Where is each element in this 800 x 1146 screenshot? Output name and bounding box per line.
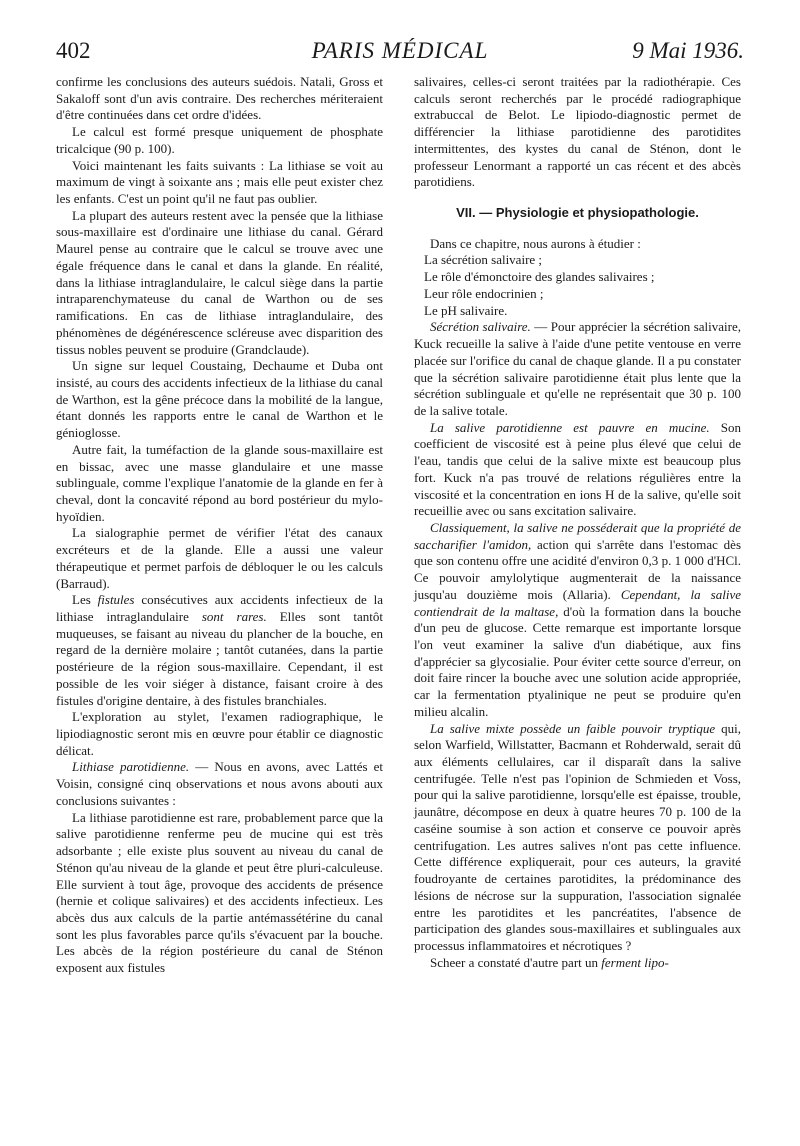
paragraph <box>414 721 741 955</box>
paragraph: La plupart des auteurs restent avec la pensée que la lithiase sous-maxillaire est d'ordinaire une lithiase du canal. Gérard Maurel pense au contraire que le calcul se trouve avec une égale fréquence dans le canal et dans la glande. En réalité, dans la lithiase intraglandulaire, le calcul siège dans la partie intraparenchymateuse du canal de Warthon ou de ses ramifications. En cas de lithiase intraglandulaire, des phénomènes de dégénérescence scléreuse avec disparition des tissus nobles peuvent se produire (Grandclaude). <box>56 207 383 357</box>
emphasis: La salive parotidienne est pauvre en mucine. <box>430 419 710 435</box>
emphasis: sont rares. <box>201 609 267 624</box>
text-run: Son coefficient de viscosité est à peine plus élevé que celui de l'eau, tandis que celui de la salive mixte est beaucoup plus fort. Kuck n'a pas trouvé de relations régulières entre la viscosité et la concentration en ions H de la salive, qu'elle soit recueillie avec ou sans excitation salivaire. <box>414 419 741 519</box>
paragraph: La lithiase parotidienne est rare, probablement parce que la salive parotidienne renferme peu de mucine qui est très adsorbante ; elle existe plus souvent au niveau du canal de Sténon qu'au niveau de la glande et peut être pluri-calculeuse. Elle survient à tout âge, provoque des accidents de présence (hernie et colique salivaires) et des accidents infectieux. Les abcès dus aux calculs de la partie antémassétérine du canal sont les plus favorables parce qu'ils s'évacuent par la bouche. Les abcès de la région postérieure du canal de Sténon exposent aux fistules <box>56 809 383 976</box>
paragraph: Un signe sur lequel Coustaing, Dechaume et Duba ont insisté, au cours des accidents infectieux de la lithiase du canal de Warthon, est la gêne précoce dans la mobilité de la langue, étant donnés les rapports entre le canal de Warthon et le génioglosse. <box>56 358 383 441</box>
list-item: Le pH salivaire. <box>424 302 508 318</box>
text-run: consécutives aux accidents infectieux de la lithiase intraglandulaire <box>56 592 383 624</box>
text-run: Elles sont tantôt muqueuses, se faisant au niveau du plancher de la bouche, en regard de la dernière molaire ; tantôt cutanées, dans la partie postérieure de la région sous-maxillaire. Cependant, il est possible de les voir siéger à distance, faisant croire à des fistules d'origine dentaire, à des fistules branchiales. <box>56 609 383 708</box>
emphasis: Classiquement, la salive ne posséderait que la propriété de saccharifier l'amidon, <box>414 519 741 552</box>
paragraph: confirme les conclusions des auteurs suédois. Natali, Gross et Sakaloff sont d'un avis contraire. Des recherches mériteraient d'être continuées dans cet ordre d'idées. <box>56 74 383 123</box>
text-run: qui, selon Warfield, Willstatter, Bacmann et Rohderwald, serait dû aux éléments cellulaires, car il disparaît dans la salive centrifugée. Telle n'est pas l'opinion de Schmieden et Voss, pour qui la salive parotidienne, lorsqu'elle est épaisse, trouble, jaunâtre, décompose en deux à quatre heures 70 p. 100 de la caséine soumise à son action et conserve ce pouvoir après centrifugation. Les autres salives n'ont pas cette influence. Cette différence expliquerait, pour ces auteurs, la gravité foudroyante de certaines parotidites, la prédominance des lésions de nécrose sur la suppuration, l'association signalée entre les parotidites et les pancréatites, l'absence de participation des glandes sous-maxillaires et sublinguales aux processus inflammatoires et nécrotiques ? <box>414 720 741 953</box>
paragraph: Dans ce chapitre, nous aurons à étudier : <box>430 235 641 251</box>
paragraph <box>414 420 741 520</box>
paragraph <box>414 319 741 419</box>
page-number: 402 <box>56 38 91 63</box>
paragraph <box>414 520 741 721</box>
emphasis: La salive mixte possède un faible pouvoir tryptique <box>430 720 716 736</box>
text-run: d'où la formation dans la bouche d'un peu de glucose. Cette remarque est importante lorsque l'on veut examiner la salive d'un diabétique, aux fins d'apprécier sa glycosialie. Pour éviter cette source d'erreur, on doit faire rincer la bouche avec une solution acide appropriée, car la fermentation ptyalinique ne peut se produire qu'en milieu alcalin. <box>414 603 741 719</box>
issue-date: 9 Mai 1936. <box>632 38 744 63</box>
paragraph <box>56 592 383 709</box>
list-item: Le rôle d'émonctoire des glandes salivaires ; <box>424 269 655 285</box>
paragraph: Le calcul est formé presque uniquement de phosphate tricalcique (90 p. 100). <box>56 124 383 156</box>
left-column <box>56 74 383 977</box>
subsection-heading: Sécrétion salivaire. <box>430 319 531 335</box>
text-run: Scheer a constaté d'autre part un <box>430 954 602 970</box>
list-item: La sécrétion salivaire ; <box>424 252 543 268</box>
text-run: Les <box>72 592 98 608</box>
right-column <box>414 74 741 971</box>
paragraph: L'exploration au stylet, l'examen radiographique, le lipiodiagnostic seront mis en œuvre pour établir ce diagnostic délicat. <box>56 709 383 758</box>
paragraph: Voici maintenant les faits suivants : La lithiase se voit au maximum de vingt à soixante ans ; mais elle peut exister chez les enfants. C'est un point qu'il ne faut pas oublier. <box>56 157 383 207</box>
paragraph <box>414 955 741 972</box>
paragraph: Autre fait, la tuméfaction de la glande sous-maxillaire est en bissac, avec une masse glandulaire et une masse sublinguale, comme l'explique l'anatomie de la glande en fer à cheval, dont la concavité répond au bord postérieur du mylo-hyoïdien. <box>56 441 383 524</box>
text-run: — Pour apprécier la sécrétion salivaire, Kuck recueille la salive à l'aide d'une petite ventouse en verre placée sur l'orifice du canal de chaque glande. Il a pu constater que la sécrétion salivaire parotidienne était plus lente que la sécrétion sublinguale et qu'elle ne représentait que 30 p. 100 de la salive totale. <box>414 319 742 418</box>
journal-title: PARIS MÉDICAL <box>311 38 489 63</box>
subsection-heading: Lithiase parotidienne. <box>72 759 190 775</box>
emphasis: ferment lipo- <box>601 954 669 970</box>
paragraph <box>56 759 383 809</box>
emphasis: Cependant, la salive contiendrait de la maltase, <box>414 586 741 619</box>
text-run: action qui s'arrête dans l'estomac dès que son contenu offre une acidité d'environ 0,3 p. 1 000 d'HCl. Ce pouvoir amylolytique augmenterait de la naissance jusqu'au douzième mois (Allaria). <box>414 536 741 602</box>
list-item: Leur rôle endocrinien ; <box>424 285 544 301</box>
paragraph: La sialographie permet de vérifier l'état des canaux excréteurs et de la glande. Elle a aussi une valeur thérapeutique et permet parfois de débloquer le ou les calculs (Barraud). <box>56 525 383 591</box>
text-run: — Nous en avons, avec Lattés et Voisin, consigné cinq observations et nous avons abouti aux conclusions suivantes : <box>56 759 383 808</box>
section-title: VII. — Physiologie et physiopathologie. <box>456 205 699 221</box>
paragraph: salivaires, celles-ci seront traitées par la radiothérapie. Ces calculs seront recherchés par le procédé radiographique extrabuccal de Belot. Le lipiodo-diagnostic permet de différencier la lithiase parotidienne des parotidites intermittentes, des kystes du canal de Sténon, dont le professeur Lenormant a rapporté un cas récent et des abcès parotidiens. <box>414 74 741 190</box>
emphasis: fistules <box>97 592 135 608</box>
page-header <box>56 38 744 70</box>
